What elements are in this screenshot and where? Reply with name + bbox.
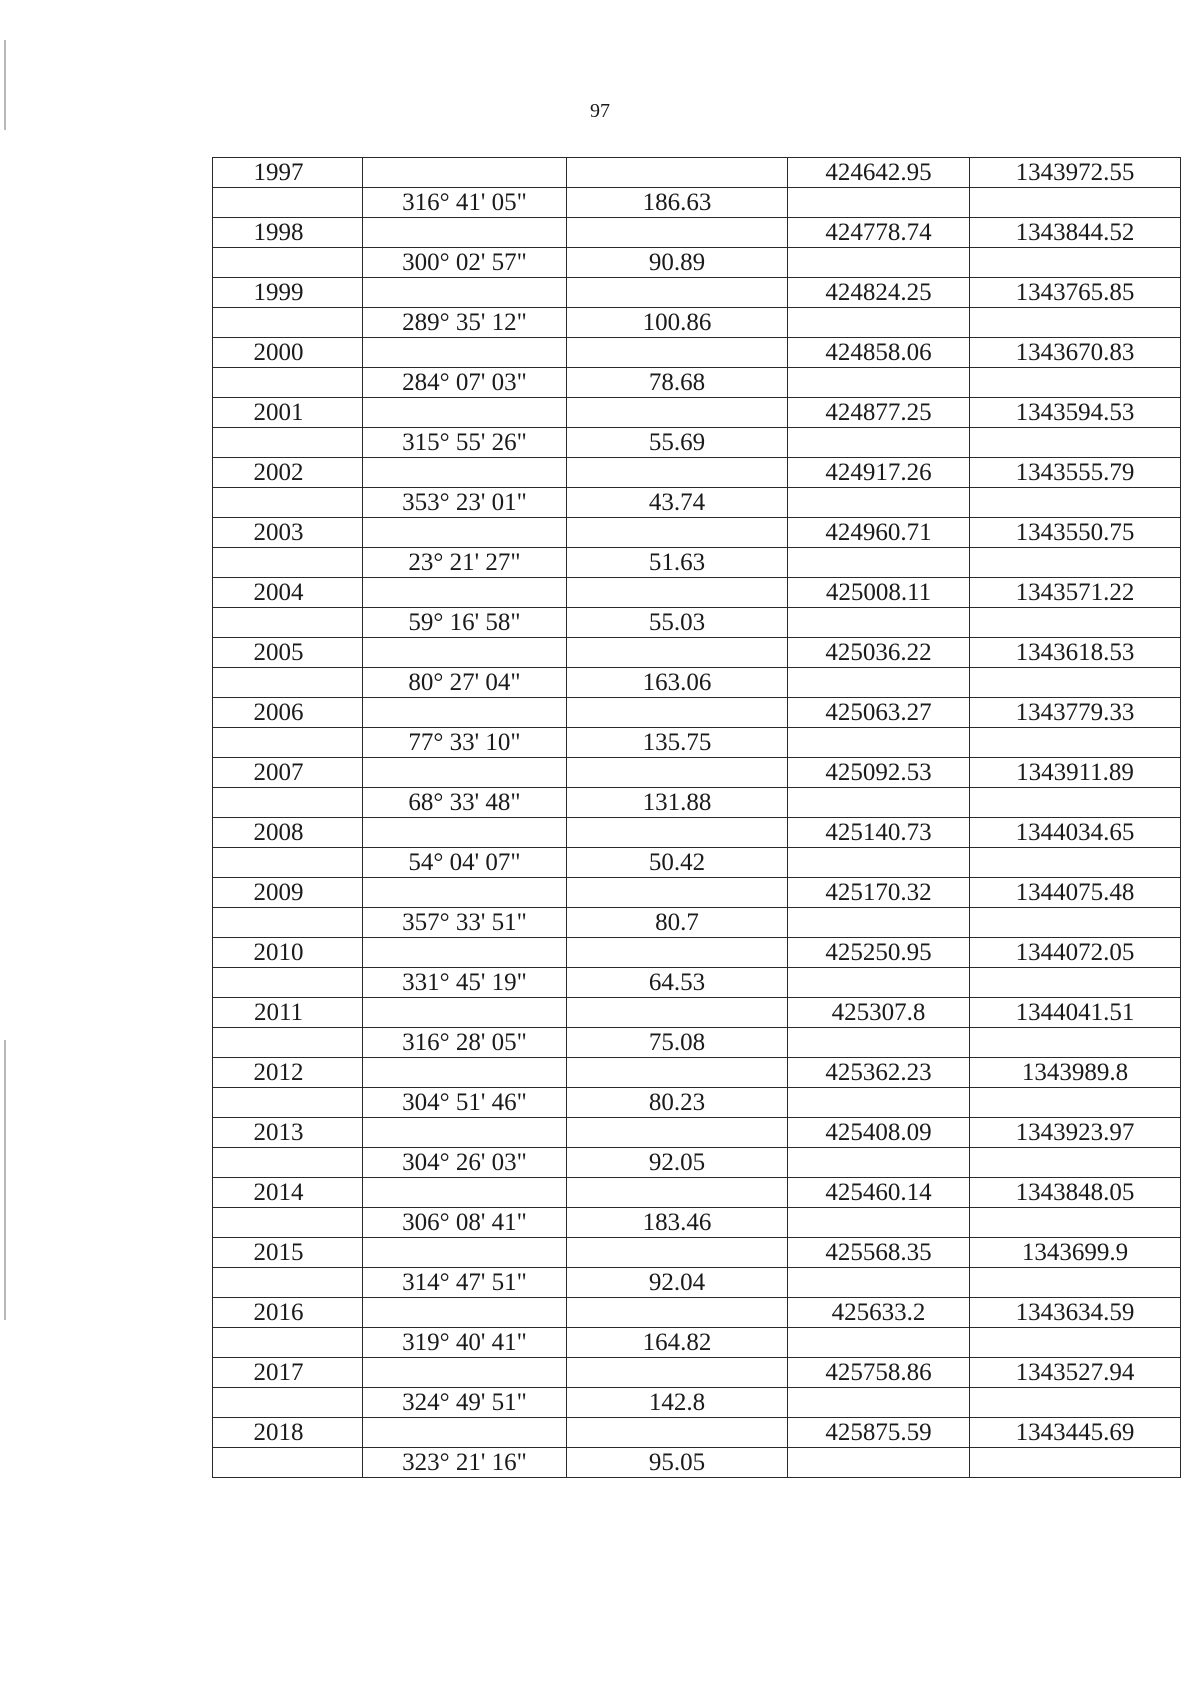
station-cell: 2011 bbox=[213, 998, 363, 1028]
easting-cell-empty bbox=[970, 368, 1181, 398]
easting-cell-empty bbox=[970, 1448, 1181, 1478]
easting-cell-empty bbox=[970, 488, 1181, 518]
easting-cell-empty bbox=[970, 1148, 1181, 1178]
distance-cell: 80.23 bbox=[567, 1088, 788, 1118]
northing-cell-empty bbox=[788, 1208, 970, 1238]
distance-cell-empty bbox=[567, 1358, 788, 1388]
bearing-cell-empty bbox=[363, 698, 567, 728]
station-cell: 2001 bbox=[213, 398, 363, 428]
station-cell: 2010 bbox=[213, 938, 363, 968]
station-cell-empty bbox=[213, 308, 363, 338]
leg-row bbox=[213, 188, 1181, 218]
northing-cell: 424877.25 bbox=[788, 398, 970, 428]
station-cell: 2000 bbox=[213, 338, 363, 368]
northing-cell-empty bbox=[788, 668, 970, 698]
distance-cell: 183.46 bbox=[567, 1208, 788, 1238]
easting-cell: 1343848.05 bbox=[970, 1178, 1181, 1208]
bearing-cell: 80° 27' 04" bbox=[363, 668, 567, 698]
bearing-cell: 304° 26' 03" bbox=[363, 1148, 567, 1178]
leg-row bbox=[213, 428, 1181, 458]
leg-row bbox=[213, 788, 1181, 818]
distance-cell-empty bbox=[567, 758, 788, 788]
distance-cell-empty bbox=[567, 1058, 788, 1088]
leg-row bbox=[213, 488, 1181, 518]
easting-cell-empty bbox=[970, 248, 1181, 278]
bearing-cell-empty bbox=[363, 158, 567, 188]
distance-cell-empty bbox=[567, 158, 788, 188]
easting-cell-empty bbox=[970, 428, 1181, 458]
bearing-cell: 319° 40' 41" bbox=[363, 1328, 567, 1358]
distance-cell-empty bbox=[567, 1118, 788, 1148]
bearing-cell: 68° 33' 48" bbox=[363, 788, 567, 818]
leg-row bbox=[213, 848, 1181, 878]
northing-cell: 424917.26 bbox=[788, 458, 970, 488]
station-cell-empty bbox=[213, 788, 363, 818]
station-cell-empty bbox=[213, 908, 363, 938]
northing-cell: 425307.8 bbox=[788, 998, 970, 1028]
station-row bbox=[213, 158, 1181, 188]
station-cell-empty bbox=[213, 1328, 363, 1358]
station-cell-empty bbox=[213, 1148, 363, 1178]
station-cell: 2013 bbox=[213, 1118, 363, 1148]
easting-cell-empty bbox=[970, 668, 1181, 698]
easting-cell: 1343670.83 bbox=[970, 338, 1181, 368]
station-cell-empty bbox=[213, 188, 363, 218]
distance-cell-empty bbox=[567, 398, 788, 428]
bearing-cell-empty bbox=[363, 638, 567, 668]
leg-row bbox=[213, 668, 1181, 698]
station-row bbox=[213, 1118, 1181, 1148]
bearing-cell: 289° 35' 12" bbox=[363, 308, 567, 338]
station-cell: 2017 bbox=[213, 1358, 363, 1388]
distance-cell: 95.05 bbox=[567, 1448, 788, 1478]
easting-cell-empty bbox=[970, 968, 1181, 998]
northing-cell: 425063.27 bbox=[788, 698, 970, 728]
northing-cell: 425362.23 bbox=[788, 1058, 970, 1088]
page-number: 97 bbox=[590, 100, 610, 122]
distance-cell-empty bbox=[567, 1418, 788, 1448]
station-cell-empty bbox=[213, 1448, 363, 1478]
northing-cell-empty bbox=[788, 1448, 970, 1478]
bearing-cell-empty bbox=[363, 398, 567, 428]
distance-cell-empty bbox=[567, 638, 788, 668]
table-body bbox=[213, 158, 1181, 1478]
station-cell: 1997 bbox=[213, 158, 363, 188]
distance-cell: 55.03 bbox=[567, 608, 788, 638]
leg-row bbox=[213, 1388, 1181, 1418]
northing-cell-empty bbox=[788, 248, 970, 278]
bearing-cell: 23° 21' 27" bbox=[363, 548, 567, 578]
distance-cell: 90.89 bbox=[567, 248, 788, 278]
distance-cell-empty bbox=[567, 518, 788, 548]
station-cell: 2015 bbox=[213, 1238, 363, 1268]
northing-cell: 424960.71 bbox=[788, 518, 970, 548]
station-row bbox=[213, 1298, 1181, 1328]
northing-cell: 424778.74 bbox=[788, 218, 970, 248]
easting-cell: 1343634.59 bbox=[970, 1298, 1181, 1328]
station-row bbox=[213, 458, 1181, 488]
northing-cell-empty bbox=[788, 608, 970, 638]
easting-cell: 1344034.65 bbox=[970, 818, 1181, 848]
station-cell: 2009 bbox=[213, 878, 363, 908]
northing-cell-empty bbox=[788, 428, 970, 458]
northing-cell: 425092.53 bbox=[788, 758, 970, 788]
northing-cell-empty bbox=[788, 788, 970, 818]
bearing-cell: 304° 51' 46" bbox=[363, 1088, 567, 1118]
bearing-cell: 324° 49' 51" bbox=[363, 1388, 567, 1418]
northing-cell-empty bbox=[788, 1388, 970, 1418]
easting-cell-empty bbox=[970, 1028, 1181, 1058]
northing-cell-empty bbox=[788, 188, 970, 218]
easting-cell-empty bbox=[970, 548, 1181, 578]
station-cell: 2003 bbox=[213, 518, 363, 548]
easting-cell-empty bbox=[970, 788, 1181, 818]
station-cell: 1998 bbox=[213, 218, 363, 248]
northing-cell-empty bbox=[788, 488, 970, 518]
bearing-cell: 284° 07' 03" bbox=[363, 368, 567, 398]
station-row bbox=[213, 1358, 1181, 1388]
scan-margin-mark bbox=[4, 1040, 6, 1320]
leg-row bbox=[213, 1028, 1181, 1058]
northing-cell-empty bbox=[788, 308, 970, 338]
easting-cell: 1343989.8 bbox=[970, 1058, 1181, 1088]
easting-cell: 1343594.53 bbox=[970, 398, 1181, 428]
distance-cell: 100.86 bbox=[567, 308, 788, 338]
leg-row bbox=[213, 908, 1181, 938]
northing-cell: 425568.35 bbox=[788, 1238, 970, 1268]
distance-cell-empty bbox=[567, 1178, 788, 1208]
easting-cell: 1343972.55 bbox=[970, 158, 1181, 188]
easting-cell-empty bbox=[970, 728, 1181, 758]
bearing-cell-empty bbox=[363, 518, 567, 548]
station-cell: 2016 bbox=[213, 1298, 363, 1328]
station-cell: 2012 bbox=[213, 1058, 363, 1088]
station-row bbox=[213, 938, 1181, 968]
station-cell-empty bbox=[213, 728, 363, 758]
leg-row bbox=[213, 1148, 1181, 1178]
distance-cell: 92.04 bbox=[567, 1268, 788, 1298]
leg-row bbox=[213, 1268, 1181, 1298]
northing-cell-empty bbox=[788, 548, 970, 578]
northing-cell: 425008.11 bbox=[788, 578, 970, 608]
station-cell-empty bbox=[213, 1208, 363, 1238]
distance-cell: 163.06 bbox=[567, 668, 788, 698]
bearing-cell-empty bbox=[363, 458, 567, 488]
station-row bbox=[213, 878, 1181, 908]
bearing-cell: 357° 33' 51" bbox=[363, 908, 567, 938]
easting-cell: 1343571.22 bbox=[970, 578, 1181, 608]
leg-row bbox=[213, 1328, 1181, 1358]
bearing-cell-empty bbox=[363, 998, 567, 1028]
distance-cell-empty bbox=[567, 1298, 788, 1328]
easting-cell: 1343923.97 bbox=[970, 1118, 1181, 1148]
station-cell: 2008 bbox=[213, 818, 363, 848]
leg-row bbox=[213, 248, 1181, 278]
northing-cell-empty bbox=[788, 848, 970, 878]
easting-cell-empty bbox=[970, 1328, 1181, 1358]
bearing-cell: 316° 41' 05" bbox=[363, 188, 567, 218]
station-row bbox=[213, 578, 1181, 608]
distance-cell: 50.42 bbox=[567, 848, 788, 878]
northing-cell-empty bbox=[788, 368, 970, 398]
station-cell-empty bbox=[213, 368, 363, 398]
distance-cell: 92.05 bbox=[567, 1148, 788, 1178]
easting-cell-empty bbox=[970, 1208, 1181, 1238]
station-cell-empty bbox=[213, 1268, 363, 1298]
station-row bbox=[213, 698, 1181, 728]
easting-cell: 1344072.05 bbox=[970, 938, 1181, 968]
station-row bbox=[213, 398, 1181, 428]
bearing-cell-empty bbox=[363, 1418, 567, 1448]
bearing-cell-empty bbox=[363, 1118, 567, 1148]
northing-cell-empty bbox=[788, 1028, 970, 1058]
northing-cell-empty bbox=[788, 1148, 970, 1178]
station-row bbox=[213, 1418, 1181, 1448]
station-cell-empty bbox=[213, 968, 363, 998]
distance-cell-empty bbox=[567, 278, 788, 308]
station-cell: 1999 bbox=[213, 278, 363, 308]
station-row bbox=[213, 278, 1181, 308]
bearing-cell-empty bbox=[363, 1298, 567, 1328]
distance-cell: 64.53 bbox=[567, 968, 788, 998]
easting-cell: 1343765.85 bbox=[970, 278, 1181, 308]
northing-cell-empty bbox=[788, 1088, 970, 1118]
station-row bbox=[213, 998, 1181, 1028]
easting-cell-empty bbox=[970, 188, 1181, 218]
bearing-cell-empty bbox=[363, 1238, 567, 1268]
bearing-cell: 54° 04' 07" bbox=[363, 848, 567, 878]
station-cell-empty bbox=[213, 1088, 363, 1118]
northing-cell-empty bbox=[788, 968, 970, 998]
bearing-cell: 316° 28' 05" bbox=[363, 1028, 567, 1058]
bearing-cell: 77° 33' 10" bbox=[363, 728, 567, 758]
northing-cell-empty bbox=[788, 908, 970, 938]
leg-row bbox=[213, 1448, 1181, 1478]
northing-cell-empty bbox=[788, 728, 970, 758]
station-cell-empty bbox=[213, 488, 363, 518]
northing-cell: 424642.95 bbox=[788, 158, 970, 188]
bearing-cell: 315° 55' 26" bbox=[363, 428, 567, 458]
distance-cell-empty bbox=[567, 218, 788, 248]
leg-row bbox=[213, 968, 1181, 998]
distance-cell: 186.63 bbox=[567, 188, 788, 218]
northing-cell: 425170.32 bbox=[788, 878, 970, 908]
leg-row bbox=[213, 608, 1181, 638]
distance-cell: 75.08 bbox=[567, 1028, 788, 1058]
northing-cell-empty bbox=[788, 1268, 970, 1298]
bearing-cell-empty bbox=[363, 218, 567, 248]
distance-cell-empty bbox=[567, 578, 788, 608]
distance-cell: 142.8 bbox=[567, 1388, 788, 1418]
leg-row bbox=[213, 1088, 1181, 1118]
easting-cell: 1343779.33 bbox=[970, 698, 1181, 728]
station-cell: 2018 bbox=[213, 1418, 363, 1448]
distance-cell: 135.75 bbox=[567, 728, 788, 758]
survey-coordinates-table bbox=[212, 157, 1181, 1478]
bearing-cell-empty bbox=[363, 758, 567, 788]
northing-cell: 425036.22 bbox=[788, 638, 970, 668]
station-cell-empty bbox=[213, 248, 363, 278]
station-cell-empty bbox=[213, 668, 363, 698]
bearing-cell: 306° 08' 41" bbox=[363, 1208, 567, 1238]
distance-cell: 51.63 bbox=[567, 548, 788, 578]
station-cell-empty bbox=[213, 548, 363, 578]
northing-cell: 424824.25 bbox=[788, 278, 970, 308]
easting-cell: 1344075.48 bbox=[970, 878, 1181, 908]
distance-cell-empty bbox=[567, 1238, 788, 1268]
distance-cell: 55.69 bbox=[567, 428, 788, 458]
bearing-cell: 59° 16' 58" bbox=[363, 608, 567, 638]
leg-row bbox=[213, 1208, 1181, 1238]
station-row bbox=[213, 758, 1181, 788]
station-cell: 2005 bbox=[213, 638, 363, 668]
easting-cell: 1343911.89 bbox=[970, 758, 1181, 788]
easting-cell-empty bbox=[970, 608, 1181, 638]
northing-cell: 425408.09 bbox=[788, 1118, 970, 1148]
leg-row bbox=[213, 308, 1181, 338]
easting-cell-empty bbox=[970, 1268, 1181, 1298]
station-row bbox=[213, 338, 1181, 368]
distance-cell-empty bbox=[567, 458, 788, 488]
station-row bbox=[213, 218, 1181, 248]
distance-cell-empty bbox=[567, 998, 788, 1028]
northing-cell: 425460.14 bbox=[788, 1178, 970, 1208]
station-cell: 2006 bbox=[213, 698, 363, 728]
station-row bbox=[213, 818, 1181, 848]
distance-cell: 131.88 bbox=[567, 788, 788, 818]
distance-cell-empty bbox=[567, 338, 788, 368]
station-cell: 2004 bbox=[213, 578, 363, 608]
leg-row bbox=[213, 548, 1181, 578]
easting-cell: 1343550.75 bbox=[970, 518, 1181, 548]
bearing-cell-empty bbox=[363, 878, 567, 908]
bearing-cell: 314° 47' 51" bbox=[363, 1268, 567, 1298]
station-cell-empty bbox=[213, 1388, 363, 1418]
station-cell-empty bbox=[213, 1028, 363, 1058]
station-row bbox=[213, 518, 1181, 548]
station-row bbox=[213, 1238, 1181, 1268]
bearing-cell-empty bbox=[363, 1178, 567, 1208]
northing-cell: 425250.95 bbox=[788, 938, 970, 968]
bearing-cell: 323° 21' 16" bbox=[363, 1448, 567, 1478]
easting-cell: 1343844.52 bbox=[970, 218, 1181, 248]
northing-cell: 425758.86 bbox=[788, 1358, 970, 1388]
distance-cell: 43.74 bbox=[567, 488, 788, 518]
station-row bbox=[213, 638, 1181, 668]
distance-cell-empty bbox=[567, 818, 788, 848]
easting-cell: 1344041.51 bbox=[970, 998, 1181, 1028]
distance-cell: 164.82 bbox=[567, 1328, 788, 1358]
easting-cell-empty bbox=[970, 1088, 1181, 1118]
northing-cell: 425875.59 bbox=[788, 1418, 970, 1448]
easting-cell: 1343555.79 bbox=[970, 458, 1181, 488]
northing-cell: 424858.06 bbox=[788, 338, 970, 368]
leg-row bbox=[213, 368, 1181, 398]
station-row bbox=[213, 1058, 1181, 1088]
easting-cell: 1343527.94 bbox=[970, 1358, 1181, 1388]
station-cell: 2014 bbox=[213, 1178, 363, 1208]
distance-cell-empty bbox=[567, 878, 788, 908]
station-cell: 2002 bbox=[213, 458, 363, 488]
bearing-cell-empty bbox=[363, 578, 567, 608]
easting-cell-empty bbox=[970, 908, 1181, 938]
bearing-cell: 331° 45' 19" bbox=[363, 968, 567, 998]
leg-row bbox=[213, 728, 1181, 758]
distance-cell-empty bbox=[567, 698, 788, 728]
station-cell-empty bbox=[213, 848, 363, 878]
northing-cell-empty bbox=[788, 1328, 970, 1358]
bearing-cell-empty bbox=[363, 1058, 567, 1088]
station-cell-empty bbox=[213, 428, 363, 458]
easting-cell: 1343445.69 bbox=[970, 1418, 1181, 1448]
bearing-cell-empty bbox=[363, 938, 567, 968]
station-row bbox=[213, 1178, 1181, 1208]
bearing-cell-empty bbox=[363, 338, 567, 368]
northing-cell: 425140.73 bbox=[788, 818, 970, 848]
station-cell-empty bbox=[213, 608, 363, 638]
bearing-cell-empty bbox=[363, 278, 567, 308]
distance-cell-empty bbox=[567, 938, 788, 968]
bearing-cell-empty bbox=[363, 818, 567, 848]
distance-cell: 80.7 bbox=[567, 908, 788, 938]
easting-cell-empty bbox=[970, 848, 1181, 878]
easting-cell: 1343699.9 bbox=[970, 1238, 1181, 1268]
bearing-cell-empty bbox=[363, 1358, 567, 1388]
scan-margin-mark bbox=[4, 40, 6, 130]
bearing-cell: 353° 23' 01" bbox=[363, 488, 567, 518]
station-cell: 2007 bbox=[213, 758, 363, 788]
easting-cell-empty bbox=[970, 1388, 1181, 1418]
bearing-cell: 300° 02' 57" bbox=[363, 248, 567, 278]
distance-cell: 78.68 bbox=[567, 368, 788, 398]
easting-cell-empty bbox=[970, 308, 1181, 338]
easting-cell: 1343618.53 bbox=[970, 638, 1181, 668]
northing-cell: 425633.2 bbox=[788, 1298, 970, 1328]
